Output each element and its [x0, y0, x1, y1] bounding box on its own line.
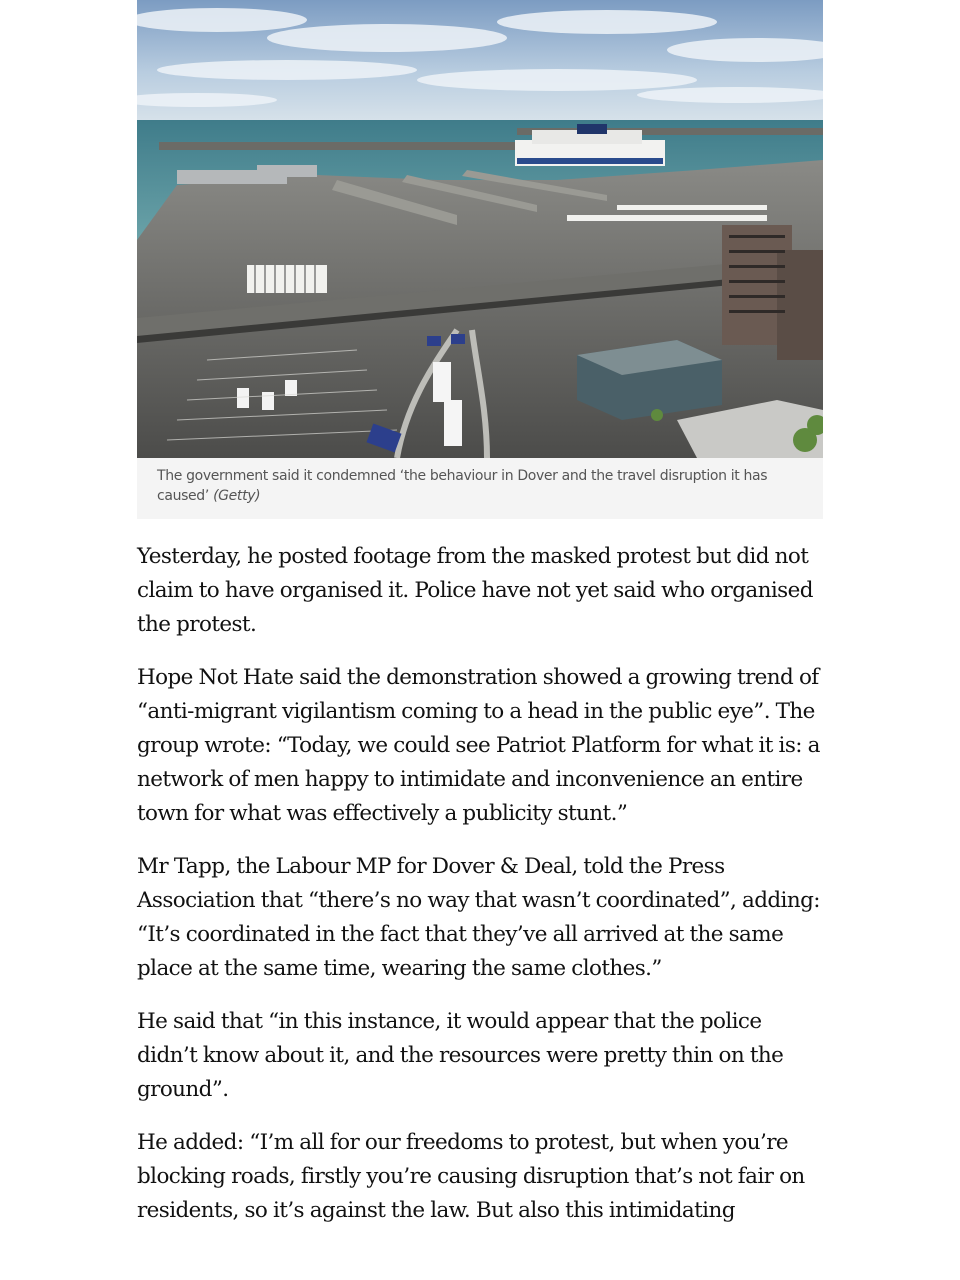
caption-text: The government said it condemned ‘the behaviour in Dover and the travel disruption it has caused’ — [157, 468, 768, 504]
paragraph: He said that “in this instance, it would appear that the police didn’t know about it, and the resources were pretty thin on the ground”. — [137, 1009, 784, 1102]
paragraph: Yesterday, he posted footage from the masked protest but did not claim to have organised it. Police have not yet said who organised the protest. — [137, 544, 813, 637]
caption-credit: (Getty) — [213, 488, 261, 504]
paragraph: Hope Not Hate said the demonstration showed a growing trend of “anti-migrant vigilantism coming to a head in the public eye”. The group wrote: “Today, we could see Patriot Platform for what it is: a network of men happy to intimidate and inconvenience an entire town for what was effectively a publicity stunt.” — [137, 665, 820, 826]
article — [137, 0, 823, 1247]
port-aerial-photo — [137, 0, 823, 458]
paragraph: He added: “I’m all for our freedoms to protest, but when you’re blocking roads, firstly you’re causing disruption that’s not fair on residents, so it’s against the law. But also this intimidating — [137, 1130, 805, 1223]
article-figure — [137, 0, 823, 519]
figure-caption — [137, 458, 823, 519]
article-body — [137, 540, 823, 1228]
paragraph: Mr Tapp, the Labour MP for Dover & Deal, told the Press Association that “there’s no way that wasn’t coordinated”, adding: “It’s coordinated in the fact that they’ve all arrived at the same place at the same time, wearing the same clothes.” — [137, 854, 820, 981]
